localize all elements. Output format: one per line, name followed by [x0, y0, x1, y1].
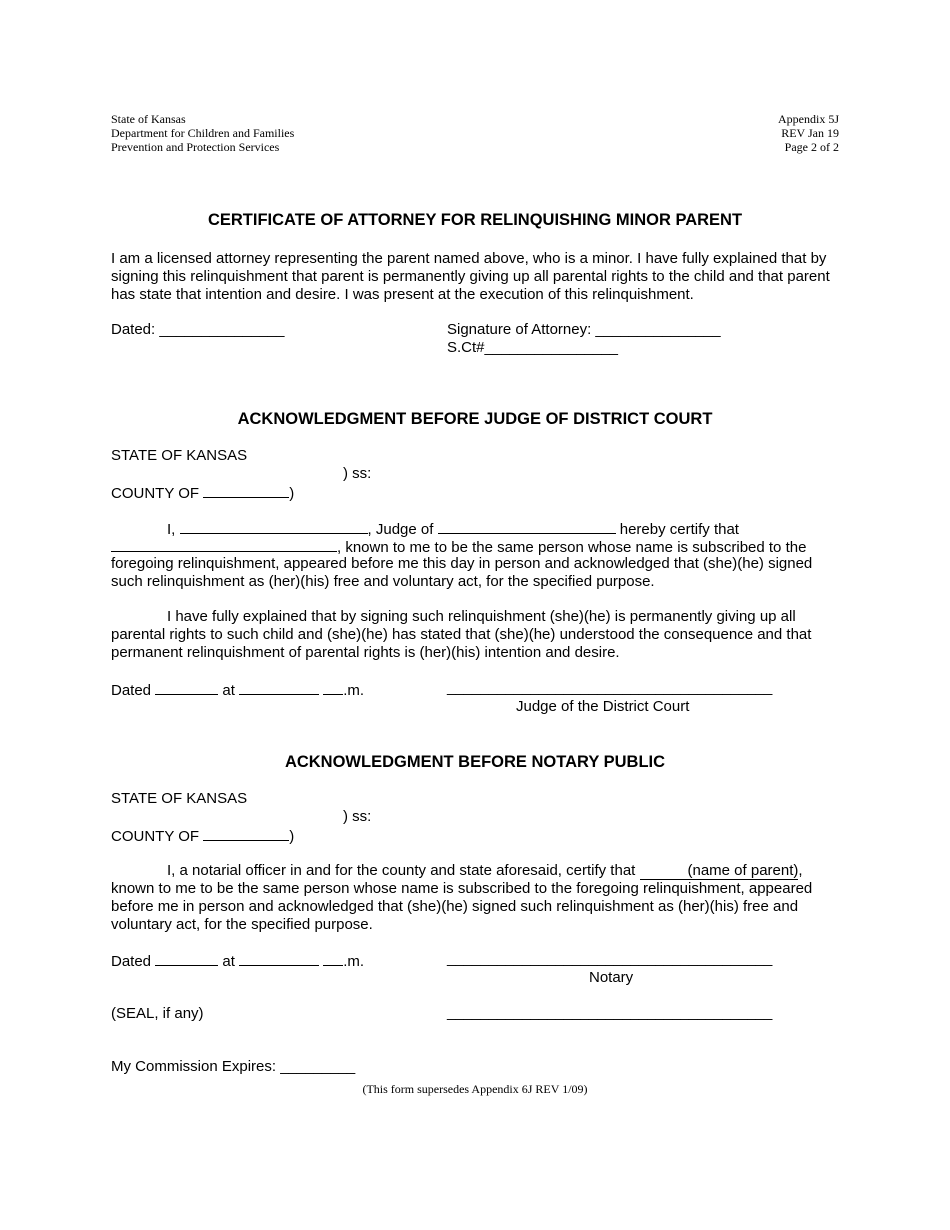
notary-certify-label: I, a notarial officer in and for the county and state aforesaid, certify that — [167, 862, 636, 879]
header-page-number: Page 2 of 2 — [784, 140, 839, 154]
header-department: Department for Children and Families — [111, 126, 295, 140]
notary-seal-label: (SEAL, if any) — [111, 1005, 204, 1022]
judge-at-label: at — [222, 682, 235, 699]
attorney-dated-field: Dated: _______________ — [111, 321, 285, 338]
notary-ampm-blank — [323, 951, 343, 966]
judge-time-blank — [239, 680, 319, 695]
judge-paragraph-1-rest: foregoing relinquishment, appeared before me this day in person and acknowledged that (she)(he) signed such relinquishment as (her)(his) free and voluntary act, for the specified purpose. — [111, 555, 813, 590]
attorney-sct-field: S.Ct#________________ — [447, 339, 618, 356]
notary-ss-label: ) ss: — [343, 808, 372, 825]
header-state: State of Kansas — [111, 112, 186, 126]
judge-known-label: , known to me to be the same person whose name is subscribed to the — [337, 539, 807, 556]
attorney-section-title: CERTIFICATE OF ATTORNEY FOR RELINQUISHING MINOR PARENT — [207, 211, 743, 229]
notary-parent-name-field — [640, 862, 799, 880]
judge-signature-line: _______________________________________ — [447, 679, 773, 696]
notary-signature-label: Notary — [589, 969, 634, 986]
judge-ampm-blank — [323, 680, 343, 695]
judge-paragraph-2 — [111, 608, 839, 662]
judge-known-line — [111, 537, 806, 557]
judge-certify-line — [111, 519, 739, 539]
notary-parent-name-label: (name of parent) — [687, 862, 799, 879]
notary-time-blank — [239, 951, 319, 966]
notary-paragraph-rest: known to me to be the same person whose name is subscribed to the foregoing relinquishment, appeared before me in person and acknowledged that (she)(he) signed such relinquishment as (her)(his) free and voluntary act, for the specified purpose. — [111, 880, 813, 933]
judge-state-label: STATE OF KANSAS — [111, 447, 248, 464]
notary-at-label: at — [222, 953, 235, 970]
judge-county-paren: ) — [289, 485, 295, 502]
notary-dated-line — [111, 951, 364, 971]
judge-date-blank — [155, 680, 218, 695]
notary-dated-label: Dated — [111, 953, 152, 970]
notary-date-blank — [155, 951, 218, 966]
judge-certify-label: hereby certify that — [619, 521, 739, 538]
judge-county-label: COUNTY OF — [111, 485, 200, 502]
notary-seal-line: _______________________________________ — [447, 1004, 773, 1021]
judge-dated-label: Dated — [111, 682, 152, 699]
header-appendix: Appendix 5J — [778, 112, 839, 126]
judge-county-blank — [203, 483, 289, 498]
judge-paragraph-2-text: I have fully explained that by signing such relinquishment (she)(he) is permanently giving up all parental rights to such child and (she)(he) has stated that (she)(he) understood the consequence and that permanent relinquishment of parental rights is (her)(his) intention and desire. — [111, 608, 812, 661]
judge-county-line — [111, 483, 294, 503]
attorney-statement: I am a licensed attorney representing the parent named above, who is a minor. I have fully explained that by signing this relinquishment that parent is permanently giving up all parental rights to the child and that parent has state that intention and desire. I was present at the execution of this relinquishment. — [111, 250, 830, 303]
notary-comma: , — [798, 862, 803, 879]
judge-court-blank — [438, 519, 616, 534]
footer-note: (This form supersedes Appendix 6J REV 1/09) — [362, 1082, 588, 1096]
judge-dated-line — [111, 680, 364, 700]
attorney-signature-field: Signature of Attorney: _______________ — [447, 321, 721, 338]
notary-state-label: STATE OF KANSAS — [111, 790, 248, 807]
header-revision: REV Jan 19 — [781, 126, 839, 140]
judge-section-title: ACKNOWLEDGMENT BEFORE JUDGE OF DISTRICT COURT — [237, 410, 713, 428]
judge-name-blank — [180, 519, 368, 534]
notary-county-paren: ) — [289, 828, 295, 845]
header-right — [778, 112, 839, 154]
notary-section-title: ACKNOWLEDGMENT BEFORE NOTARY PUBLIC — [284, 753, 666, 771]
judge-i-label: I, — [167, 521, 176, 538]
judge-ss-label: ) ss: — [343, 465, 372, 482]
notary-county-blank — [203, 826, 289, 841]
judge-parent-blank — [111, 537, 337, 552]
notary-commission-expires: My Commission Expires: _________ — [111, 1058, 356, 1075]
header-left — [111, 112, 294, 154]
notary-m-label: .m. — [343, 953, 365, 970]
notary-county-line — [111, 826, 294, 846]
header-division: Prevention and Protection Services — [111, 140, 280, 154]
notary-county-label: COUNTY OF — [111, 828, 200, 845]
judge-signature-label: Judge of the District Court — [516, 698, 690, 715]
judge-of-label: , Judge of — [367, 521, 434, 538]
judge-m-label: .m. — [343, 682, 365, 699]
notary-certify-line — [111, 862, 803, 880]
notary-signature-line: _______________________________________ — [447, 950, 773, 967]
